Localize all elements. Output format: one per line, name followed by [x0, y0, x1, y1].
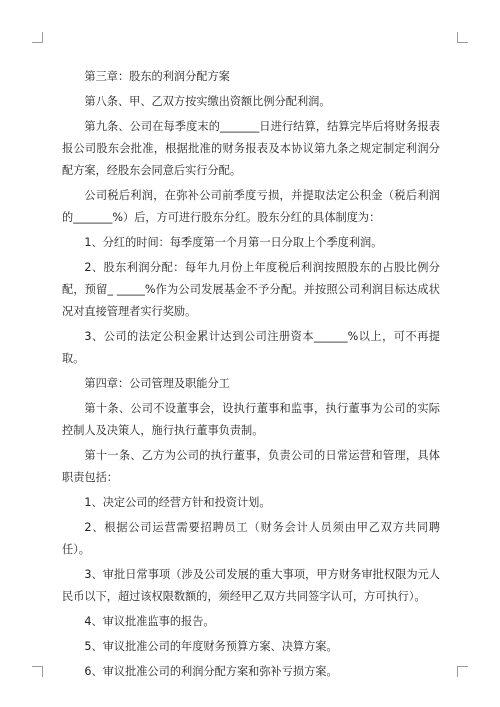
page-corner-mark-top-right [457, 32, 468, 43]
article-paragraph: 第十一条、乙方为公司的执行董事，负责公司的日常运营和管理，具体职责包括： [62, 449, 440, 484]
body-paragraph: 公司税后利润，在弥补公司前季度亏损，并提取法定公积金（税后利润的_______%）后，方可进行股东分红。股东分红的具体制度为： [62, 189, 440, 224]
chapter-heading: 第四章：公司管理及职能分工 [84, 377, 230, 390]
page-corner-mark-top-left [32, 32, 43, 43]
page-corner-mark-bottom-left [32, 666, 43, 677]
list-item: 3、审批日常事项（涉及公司发展的重大事项，甲方财务审批权限为元人民币以下，超过该权限数额的，须经甲乙双方共同签字认可，方可执行）。 [62, 568, 440, 603]
list-item: 6、审议批准公司的利润分配方案和弥补亏损方案。 [84, 665, 338, 678]
document-body [62, 66, 440, 686]
list-item: 3、公司的法定公积金累计达到公司注册资本______%以上，可不再提取。 [62, 330, 440, 365]
page-corner-mark-bottom-right [457, 666, 468, 677]
list-item: 5、审议批准公司的年度财务预算方案、决算方案。 [84, 640, 338, 653]
list-item: 1、分红的时间：每季度第一个月第一日分取上个季度利润。 [84, 236, 383, 249]
list-item: 2、根据公司运营需要招聘员工（财务会计人员须由甲乙双方共同聘任）。 [62, 521, 440, 556]
list-item: 2、股东利润分配：每年九月份上年度税后利润按照股东的占股比例分配，预留_ _____%作为公司发展基金不予分配。并按照公司利润目标达成状况对直接管理者实行奖励。 [62, 261, 440, 318]
article-paragraph: 第十条、公司不设董事会，设执行董事和监事，执行董事为公司的实际控制人及决策人，施行执行董事负责制。 [62, 402, 440, 437]
article-paragraph: 第九条、公司在每季度末的_______日进行结算，结算完毕后将财务报表报公司股东会批准，根据批准的财务报表及本协议第九条之规定制定利润分配方案，经股东会同意后实行分配。 [62, 120, 440, 177]
list-item: 1、决定公司的经营方针和投资计划。 [84, 496, 271, 509]
article-paragraph: 第八条、甲、乙双方按实缴出资额比例分配利润。 [84, 95, 331, 108]
chapter-heading: 第三章：股东的利润分配方案 [84, 70, 230, 83]
list-item: 4、审议批准监事的报告。 [84, 615, 215, 628]
